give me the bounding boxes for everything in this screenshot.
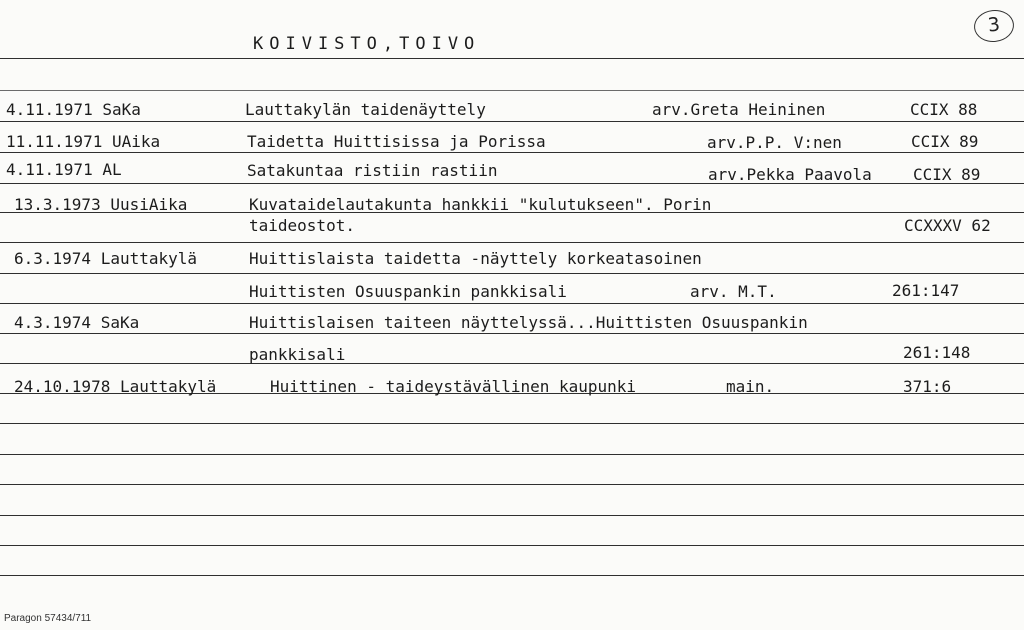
ruled-line [0, 303, 1024, 304]
card-footer-print: Paragon 57434/711 [4, 613, 92, 624]
entry-date: 24.10.1978 Lauttakylä [14, 377, 217, 396]
entry-title: Lauttakylän taidenäyttely [245, 100, 486, 119]
entry-title: Kuvataidelautakunta hankkii "kulutukseen". Porin [249, 195, 712, 214]
ruled-line [0, 515, 1024, 516]
entry-ref: CCIX 89 [913, 165, 981, 184]
entry-title-cont: pankkisali [249, 345, 346, 364]
entry-title: Huittislaista taidetta -näyttely korkeatasoinen [249, 249, 702, 268]
ruled-line [0, 121, 1024, 122]
ruled-line [0, 454, 1024, 455]
entry-ref: CCIX 88 [910, 100, 978, 119]
entry-date: 4.3.1974 SaKa [14, 313, 140, 332]
entry-title: Taidetta Huittisissa ja Porissa [247, 132, 546, 151]
ruled-line [0, 575, 1024, 576]
entry-author: arv.P.P. V:nen [707, 133, 842, 152]
entry-ref: 261:148 [903, 343, 971, 362]
entry-date: 4.11.1971 AL [6, 160, 122, 179]
entry-author: main. [726, 377, 775, 396]
ruled-line [0, 90, 1024, 91]
entry-title-cont: taideostot. [249, 216, 355, 235]
ruled-line [0, 242, 1024, 243]
ruled-line [0, 273, 1024, 274]
entry-title: Huittislaisen taiteen näyttelyssä...Huittisten Osuuspankin [249, 313, 808, 332]
ruled-line [0, 423, 1024, 424]
entry-date: 4.11.1971 SaKa [6, 100, 141, 119]
entry-author: arv.Greta Heininen [652, 100, 826, 119]
ruled-line [0, 363, 1024, 364]
ruled-line [0, 333, 1024, 334]
entry-ref: 371:6 [903, 377, 952, 396]
entry-ref: CCIX 89 [911, 132, 979, 151]
ruled-line [0, 545, 1024, 546]
entry-title: Huittinen - taideystävällinen kaupunki [270, 377, 637, 396]
entry-date: 11.11.1971 UAika [6, 132, 161, 151]
entry-author: arv. M.T. [690, 282, 777, 301]
ruled-line [0, 484, 1024, 485]
entry-author: arv.Pekka Paavola [708, 165, 872, 184]
header-rule [0, 58, 1024, 59]
card-name-heading: KOIVISTO,TOIVO [253, 34, 481, 54]
entry-ref: 261:147 [892, 281, 960, 300]
entry-date: 6.3.1974 Lauttakylä [14, 249, 198, 268]
entry-ref: CCXXXV 62 [904, 216, 991, 235]
card-number-mark: 3 [972, 8, 1015, 44]
entry-title: Satakuntaa ristiin rastiin [247, 161, 498, 180]
entry-date: 13.3.1973 UusiAika [14, 195, 188, 214]
ruled-line [0, 152, 1024, 153]
entry-title-cont: Huittisten Osuuspankin pankkisali [249, 282, 567, 301]
